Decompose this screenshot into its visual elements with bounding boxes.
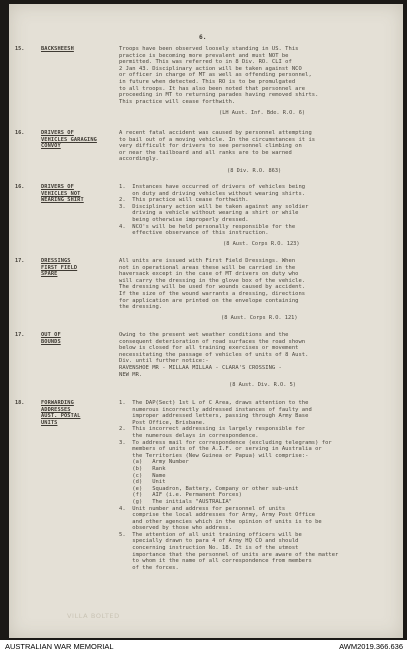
section-reference: (LH Aust. Inf. Bde. R.O. 6) [219,110,306,116]
section-body: Owing to the present wet weather conditions and the consequent deterioration of road surfaces the road shown below is closed for all training exercises or movement necessitating the passage of vehicles of units of 8 Aust. Div. until further notice:- RAVENSHOE MR - MILLAA MILLAA - CLARA'S CROSSING - NEW MR. [119,332,309,378]
footer-source-label: AUSTRALIAN WAR MEMORIAL [5,642,114,651]
section-body: A recent fatal accident was caused by personnel attempting to bail out of a moving vehicle. In the circumstances it is very difficult for drivers to see personnel climbing on or near the tailboard and all ranks are to be warned accordingly. [119,130,316,163]
footer-accession-number: AWM2019.366.636 [339,642,403,651]
section-reference: (8 Aust. Corps R.O. 123) [223,241,300,247]
section-body: All units are issued with First Field Dressings. When not in operational areas these will be carried in the haversack except in the case of MT drivers on duty who will carry the dressing in the glove box of the vehicle. The dressing will be used for wounds caused by accident. If the size of the wound warrants a dressing, directions for application are printed on the envelope containing the dressing. [119,258,306,311]
document-page [9,4,403,638]
faded-stamp: VILLA BOLTED [67,612,120,620]
section-heading: DRIVERS OF VEHICLES NOT WEARING SHIRT [41,184,84,204]
section-heading: DRESSINGS FIRST FIELD SPARE [41,258,78,278]
paragraph-number: 17. [15,332,25,338]
section-body: 1. The DAP(Sect) 1st L of C Area, draws attention to the numerous incorrectly addressed instances of faulty and improper addressed letters, passing through Army Base Post Office, Brisbane. 2. This incorrect addressing is largely responsible for the numerous delays in correspondence. 3. To address mail for correspondence (excluding telegrams) for members of units of the A.I.F. or serving in Australia or the Territories (New Guinea or Papua) will comprise:- (a) Army Number (b) Rank (c) Name (d) Unit (e) Squadron, Battery, Company or other sub-unit (f) AIF (i.e. Permanent Forces) (g) The initials "AUSTRALIA" 4. Unit number and address for personnel of units comprise the local addresses for Army, Army Post Office and other agencies which in the opinion of units is to be observed by those who address. 5. The attention of all unit training officers will be specially drawn to para 4 of Army HQ CO and should concerning instruction No. 18. It is of the utmost importance that the personnel of units are aware of the matter to whom it the name of all correspondence from members of the forces. [119,400,339,571]
page-number: 6. [199,34,207,41]
section-body: 1. Instances have occurred of drivers of vehicles being on duty and driving vehicles without wearing shirts. 2. This practice will cease forthwith. 3. Disciplinary action will be taken against any soldier driving a vehicle without wearing a shirt or while being otherwise improperly dressed. 4. NCO's will be held personally responsible for the effective observance of this instruction. [119,184,309,237]
section-heading: FORWARDING ADDRESSES AUST. POSTAL UNITS [41,400,81,426]
paragraph-number: 16. [15,184,25,190]
paragraph-number: 16. [15,130,25,136]
section-heading: DRIVERS OF VEHICLES GARAGING CONVOY [41,130,97,150]
section-heading: OUT OF BOUNDS [41,332,61,345]
paragraph-number: 17. [15,258,25,264]
section-body: Troops have been observed loosely standing in US. This practice is becoming more prevalent and must NOT be permitted. This was referred to in 8 Div. RO. CLI of 2 Jan 43. Disciplinary action will be taken against NCO or officer in charge of MT as well as offending personnel, in future when detected. This RO is to be promulgated to all troops. It has also been noted that personnel are proceeding in MT to returning parades having removed shirts. This practice will cease forthwith. [119,46,319,105]
section-heading: BACKSHEESH [41,46,74,52]
section-reference: (8 Div. R.O. 863) [227,168,282,174]
paragraph-number: 18. [15,400,25,406]
section-reference: (8 Aust. Corps R.O. 121) [221,315,298,321]
paragraph-number: 15. [15,46,25,52]
section-reference: (8 Aust. Div. R.O. 5) [229,382,296,388]
